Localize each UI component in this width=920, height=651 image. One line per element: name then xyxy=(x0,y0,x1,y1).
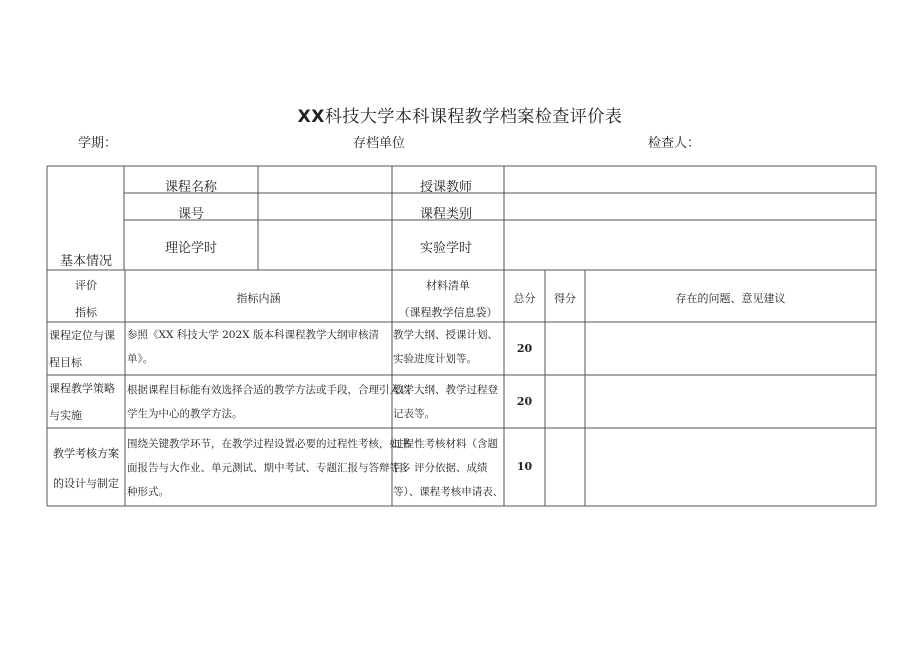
row2-indicator-line2: 与实施 xyxy=(49,409,82,422)
row1-indicator-line2: 程目标 xyxy=(49,356,82,369)
issues-header: 存在的问题、意见建议 xyxy=(675,292,786,305)
row3-total-score: 10 xyxy=(516,460,533,473)
row2-indicator-line1: 课程教学策略 xyxy=(49,382,115,395)
row2-materials-line2: 记表等。 xyxy=(393,408,435,420)
row2-materials-line1: 教学大纲、教学过程登 xyxy=(393,384,498,396)
lab-hours-label: 实验学时 xyxy=(420,241,473,256)
eval-header-line2: 指标 xyxy=(75,306,97,319)
row1-materials-line1: 教学大纲、授课计划、 xyxy=(393,329,498,341)
instructor-label: 授课教师 xyxy=(420,180,473,195)
inspector-label: 检查人： xyxy=(648,136,701,151)
row1-materials-line2: 实验进度计划等。 xyxy=(393,353,477,365)
course-type-label: 课程类别 xyxy=(420,207,473,222)
row3-materials-line1: 过程性考核材料（含题 xyxy=(393,438,498,450)
row3-indicator-line2: 的设计与制定 xyxy=(53,477,119,490)
row3-content-line1: 围绕关键教学环节，在教学过程设置必要的过程性考核，如书 xyxy=(127,438,411,450)
row1-indicator-line1: 课程定位与课 xyxy=(49,329,115,342)
row2-content-line2: 学生为中心的教学方法。 xyxy=(127,408,243,420)
row2-total-score: 20 xyxy=(516,395,533,408)
score-header: 得分 xyxy=(554,292,576,305)
row3-materials-line3: 等）、课程考核申请表、 xyxy=(393,486,504,498)
row3-materials-line2: 目、评分依据、成绩 xyxy=(393,462,488,474)
row1-total-score: 20 xyxy=(516,342,533,355)
basic-info-label: 基本情况 xyxy=(60,254,113,269)
total-header: 总分 xyxy=(513,292,536,305)
course-no-label: 课号 xyxy=(178,207,205,222)
materials-header-line1: 材料清单 xyxy=(426,279,470,292)
content-header: 指标内涵 xyxy=(236,292,281,305)
theory-hours-label: 理论学时 xyxy=(165,241,218,256)
row3-indicator-line1: 教学考核方案 xyxy=(53,447,119,460)
row3-content-line2: 面报告与大作业、单元测试、期中考试、专题汇报与答辩等多 xyxy=(127,462,411,474)
course-name-label: 课程名称 xyxy=(165,180,218,195)
row1-content-line2: 单》。 xyxy=(127,353,154,365)
eval-header-line1: 评价 xyxy=(75,279,97,292)
term-label: 学期： xyxy=(78,136,118,151)
archive-unit-label: 存档单位 xyxy=(353,136,406,151)
row1-content-line1: 参照《XX 科技大学 202X 版本科课程教学大纲审核清 xyxy=(127,329,379,341)
row2-content-line1: 根据课程目标能有效选择合适的教学方法或手段，合理引入以 xyxy=(127,384,411,396)
materials-header-line2: （课程教学信息袋） xyxy=(398,306,498,319)
row3-content-line3: 种形式。 xyxy=(127,486,169,498)
page-title: XX科技大学本科课程教学档案检查评价表 xyxy=(297,107,623,127)
